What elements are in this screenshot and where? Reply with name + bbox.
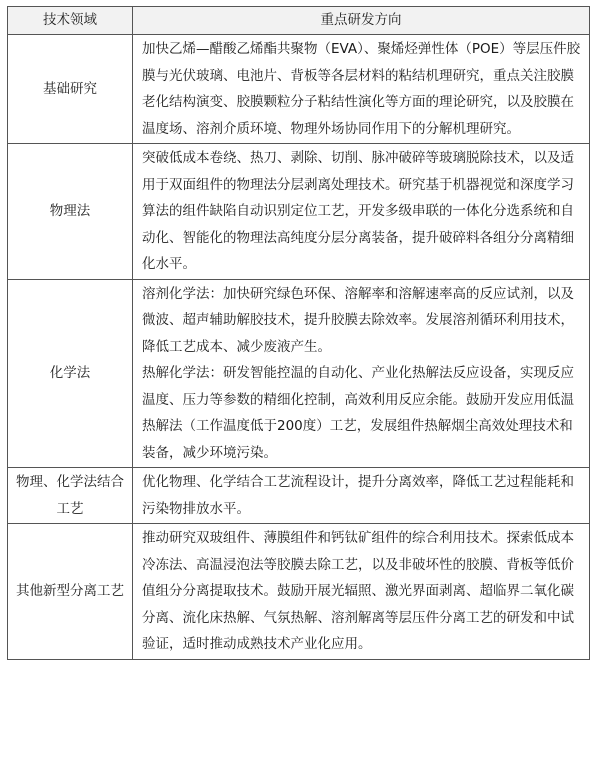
direction-cell bbox=[133, 279, 590, 468]
domain-cell: 其他新型分离工艺 bbox=[8, 524, 133, 660]
domain-cell: 化学法 bbox=[8, 279, 133, 468]
table-header-row bbox=[8, 7, 590, 35]
direction-cell bbox=[133, 144, 590, 280]
header-tech-domain: 技术领域 bbox=[8, 7, 133, 35]
table-row bbox=[8, 524, 590, 660]
research-directions-table bbox=[7, 6, 590, 660]
direction-paragraph: 推动研究双玻组件、薄膜组件和钙钛矿组件的综合利用技术。探索低成本冷冻法、高温浸泡法等胶膜去除工艺，以及非破坏性的胶膜、背板等低价值组分分离提取技术。鼓励开展光辐照、激光界面剥离、超临界二氧化碳分离、流化床热解、气氛热解、溶剂解离等层压件分离工艺的研发和中试验证，适时推动成熟技术产业化应用。 bbox=[142, 530, 574, 652]
table-row bbox=[8, 279, 590, 468]
table-row bbox=[8, 35, 590, 144]
direction-cell bbox=[133, 35, 590, 144]
direction-cell bbox=[133, 468, 590, 524]
header-research-direction: 重点研发方向 bbox=[133, 7, 590, 35]
direction-cell bbox=[133, 524, 590, 660]
domain-cell: 物理法 bbox=[8, 144, 133, 280]
direction-paragraph: 溶剂化学法：加快研究绿色环保、溶解率和溶解速率高的反应试剂，以及微波、超声辅助解胶技术，提升胶膜去除效率。发展溶剂循环利用技术，降低工艺成本、减少废液产生。 bbox=[142, 285, 574, 355]
direction-paragraph: 突破低成本卷绕、热刀、剥除、切削、脉冲破碎等玻璃脱除技术，以及适用于双面组件的物理法分层剥离处理技术。研究基于机器视觉和深度学习算法的组件缺陷自动识别定位工艺，开发多级串联的一体化分选系统和自动化、智能化的物理法高纯度分层分离装备，提升破碎料各组分分离精细化水平。 bbox=[142, 150, 574, 272]
domain-cell: 物理、化学法结合工艺 bbox=[8, 468, 133, 524]
direction-paragraph: 加快乙烯—醋酸乙烯酯共聚物（EVA）、聚烯烃弹性体（POE）等层压件胶膜与光伏玻璃、电池片、背板等各层材料的粘结机理研究，重点关注胶膜老化结构演变、胶膜颗粒分子粘结性演化等方面的理论研究，以及胶膜在温度场、溶剂介质环境、物理外场协同作用下的分解机理研究。 bbox=[142, 41, 581, 137]
table-row bbox=[8, 468, 590, 524]
direction-paragraph: 优化物理、化学结合工艺流程设计，提升分离效率，降低工艺过程能耗和污染物排放水平。 bbox=[142, 474, 574, 517]
domain-cell: 基础研究 bbox=[8, 35, 133, 144]
table-row bbox=[8, 144, 590, 280]
direction-paragraph: 热解化学法：研发智能控温的自动化、产业化热解法反应设备，实现反应温度、压力等参数的精细化控制，高效利用反应余能。鼓励开发应用低温热解法（工作温度低于200度）工艺，发展组件热解烟尘高效处理技术和装备，减少环境污染。 bbox=[142, 365, 574, 461]
